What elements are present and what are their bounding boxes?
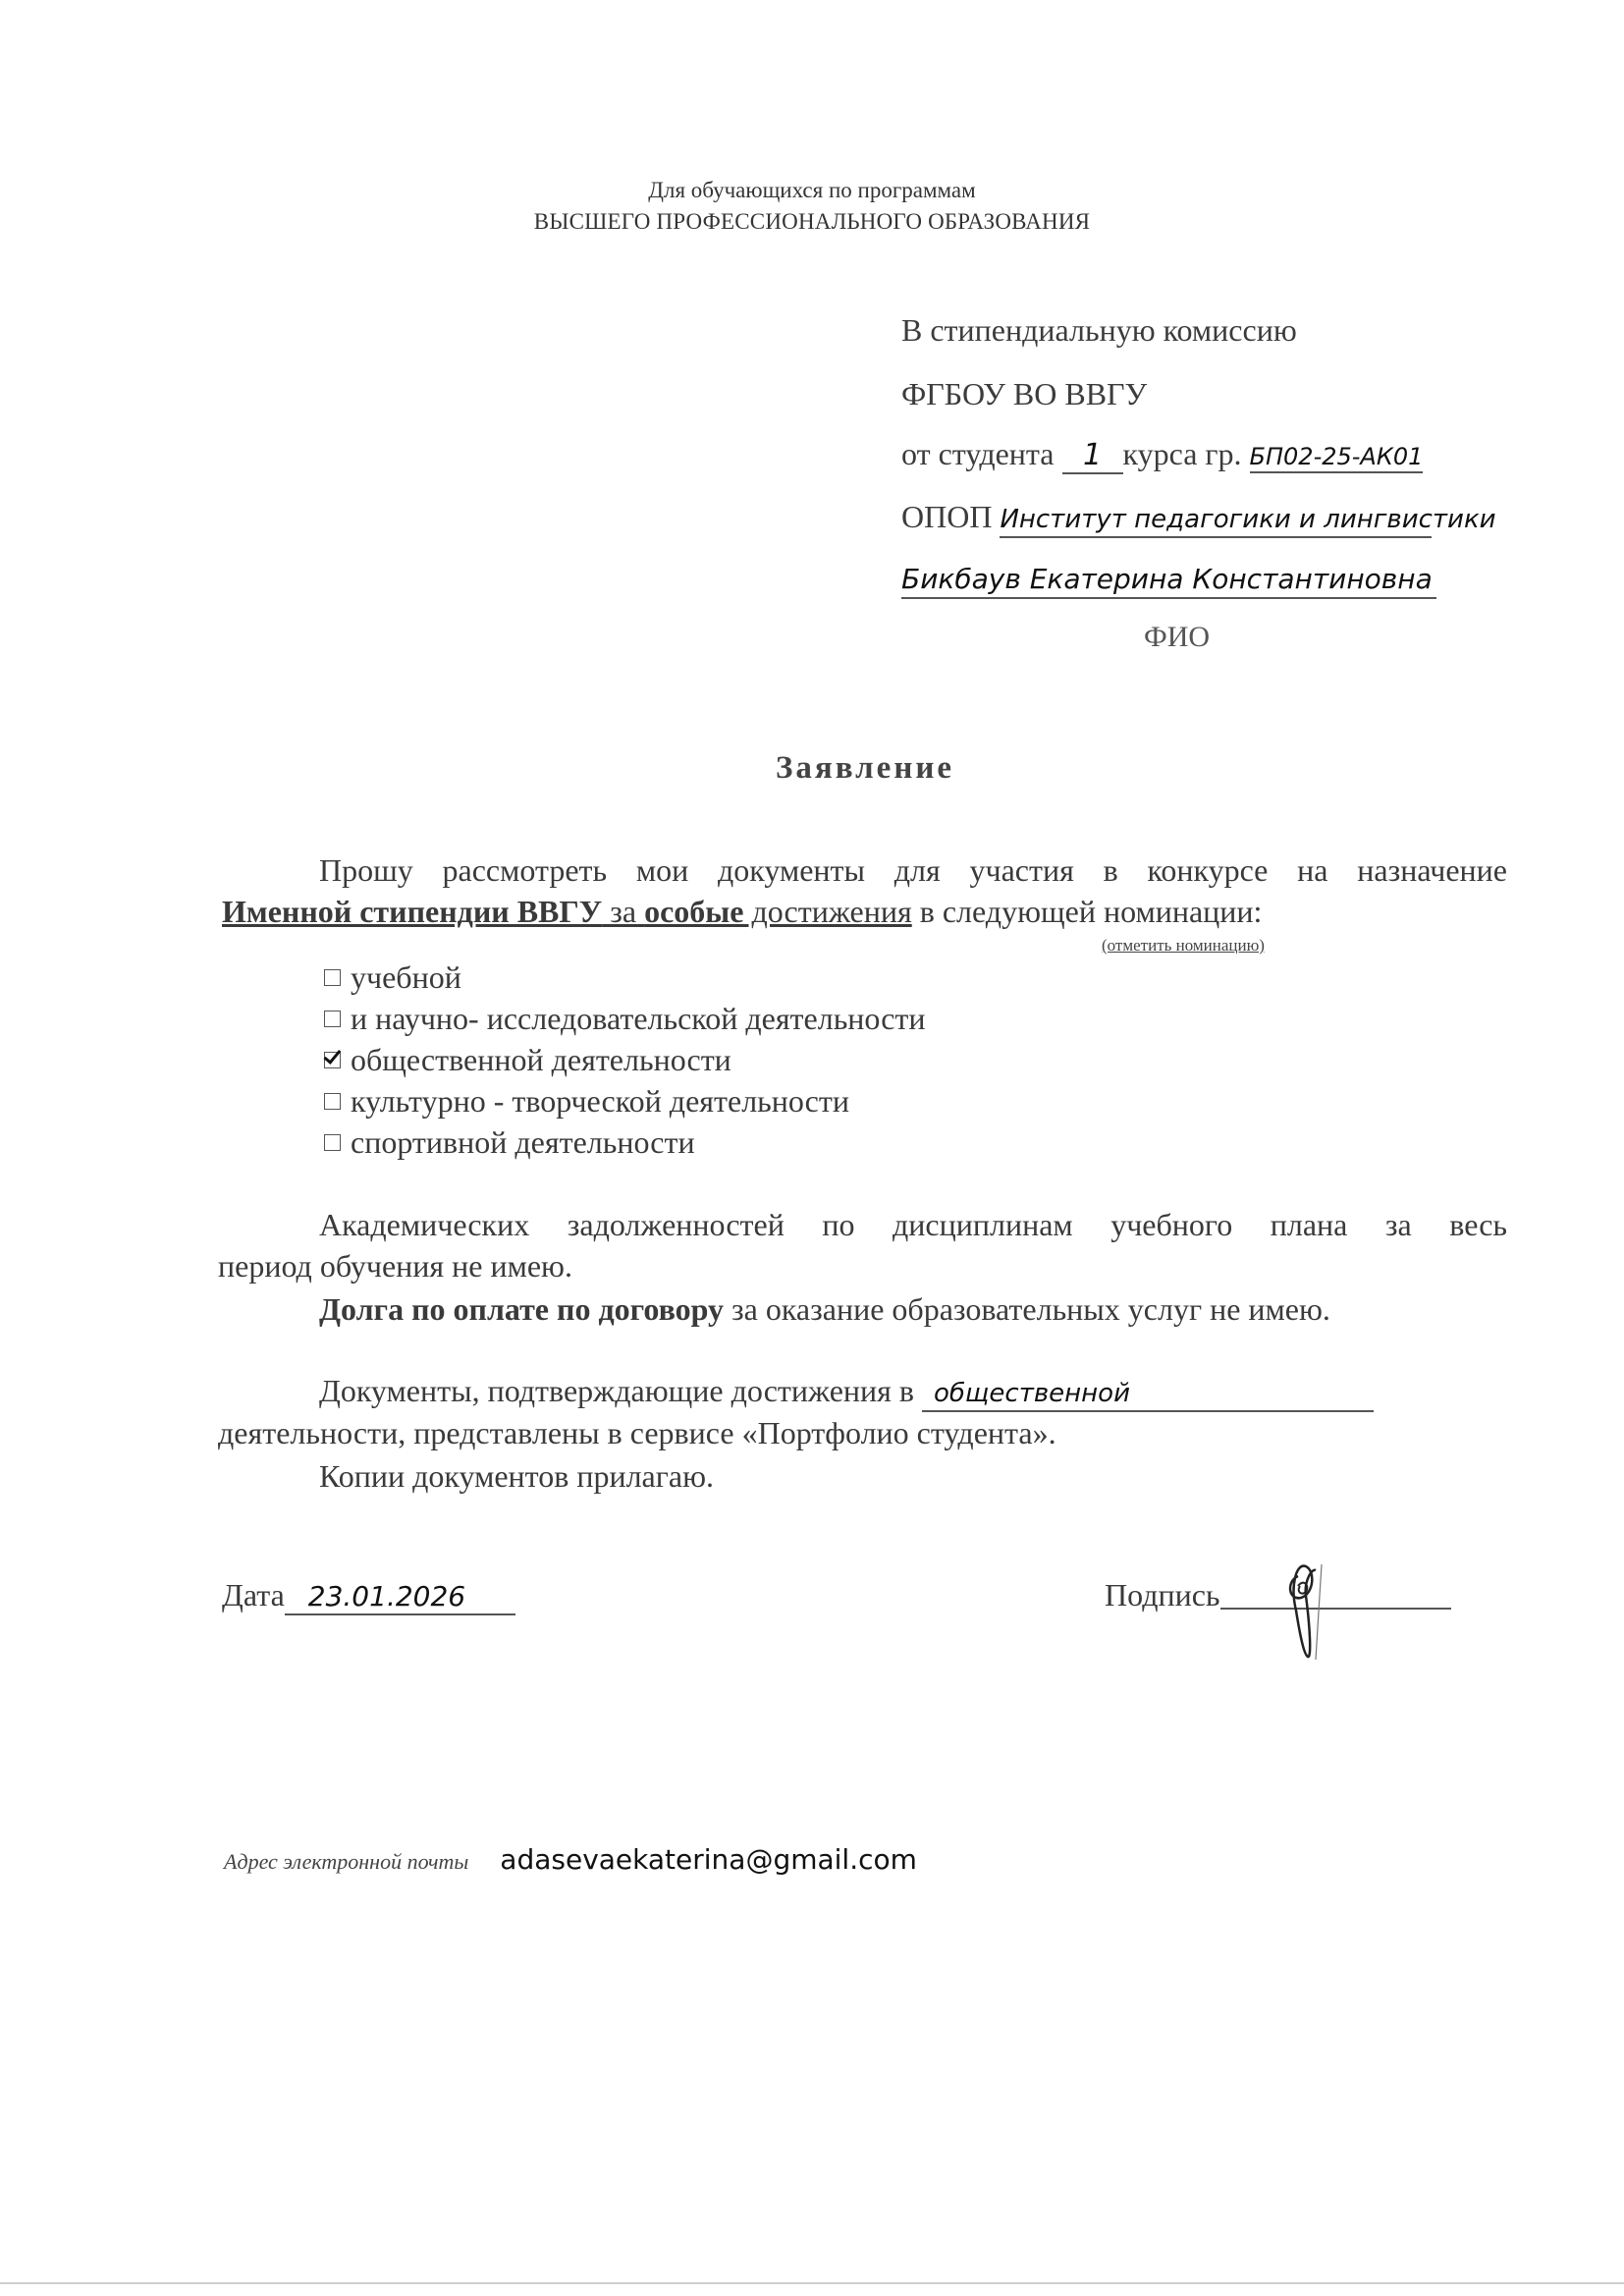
full-name-field[interactable]: Бикбаув Екатерина Константиновна [901,562,1436,599]
nomination-item[interactable] [324,1124,695,1161]
nomination-label: учебной [351,959,461,995]
signature-mark [1276,1557,1355,1665]
nomination-label: культурно - творческой деятельности [351,1083,849,1119]
program-line [901,499,1496,538]
nomination-item[interactable] [324,1083,849,1120]
email-label: Адрес электронной почты [224,1849,469,1874]
nomination-label: спортивной деятельности [351,1124,695,1160]
program-label: ОПОП [901,499,993,534]
payment-rest-label: за оказание образовательных услуг не имею. [724,1291,1330,1327]
document-title: Заявление [776,750,954,786]
nomination-label: и научно- исследовательской деятельности [351,1001,926,1036]
achievements-label: достижения [743,894,912,929]
request-connector: за [602,894,645,929]
full-name-caption: ФИО [1144,621,1211,653]
email-field[interactable]: adasevaekaterina@gmail.com [500,1843,917,1876]
checkbox-icon[interactable] [324,969,341,986]
request-line2 [222,894,1262,930]
scholarship-name: Именной стипендии ВВГУ [222,894,603,929]
nomination-item[interactable] [324,1042,731,1078]
nomination-item[interactable] [324,1001,926,1037]
form-header-line2: ВЫСШЕГО ПРОФЕССИОНАЛЬНОГО ОБРАЗОВАНИЯ [533,209,1091,234]
nomination-label: общественной деятельности [351,1042,731,1077]
request-line1: Прошу рассмотреть мои документы для участия в конкурсе на назначение [319,852,1507,888]
course-label: курса гр. [1122,436,1242,471]
checkbox-checked-icon[interactable] [324,1052,341,1068]
email-line [224,1843,917,1876]
debts-statement-line1: Академических задолженностей по дисциплинам учебного плана за весь [319,1207,1507,1242]
nomination-intro: в следующей номинации: [911,894,1263,929]
payment-statement [319,1291,1330,1328]
checkbox-icon[interactable] [324,1093,341,1110]
student-course-group-line [901,436,1423,474]
documents-line1 [319,1373,1374,1412]
addressee-line2: ФГБОУ ВО ВВГУ [901,376,1148,411]
course-field[interactable]: 1 [1062,439,1123,474]
special-label: особые [644,894,744,929]
program-field[interactable]: Институт педагогики и лингвистики [1000,503,1432,538]
request-scholarship-phrase [222,894,912,929]
nomination-hint: (отметить номинацию) [1102,936,1265,955]
student-prefix-label: от студента [901,436,1055,471]
copies-statement: Копии документов прилагаю. [319,1458,714,1494]
achievement-area-field[interactable]: общественной [922,1377,1374,1412]
checkbox-icon[interactable] [324,1011,341,1027]
date-label: Дата [222,1577,285,1613]
payment-bold-label: Долга по оплате по договору [319,1291,724,1327]
checkbox-icon[interactable] [324,1134,341,1151]
page-bottom-edge [0,2282,1624,2284]
nomination-item[interactable] [324,959,461,996]
group-field[interactable]: БП02-25-АК01 [1250,442,1424,473]
addressee-line1: В стипендиальную комиссию [901,312,1297,348]
debts-statement-line2: период обучения не имею. [218,1248,572,1284]
documents-line2: деятельности, представлены в сервисе «Портфолио студента». [218,1415,1056,1450]
date-field[interactable]: 23.01.2026 [285,1580,515,1615]
signature-label: Подпись [1105,1577,1220,1613]
form-header-line1: Для обучающихся по программам [648,178,976,202]
full-name-line [901,560,1436,599]
date-line [222,1577,515,1615]
documents-prefix: Документы, подтверждающие достижения в [319,1373,914,1408]
